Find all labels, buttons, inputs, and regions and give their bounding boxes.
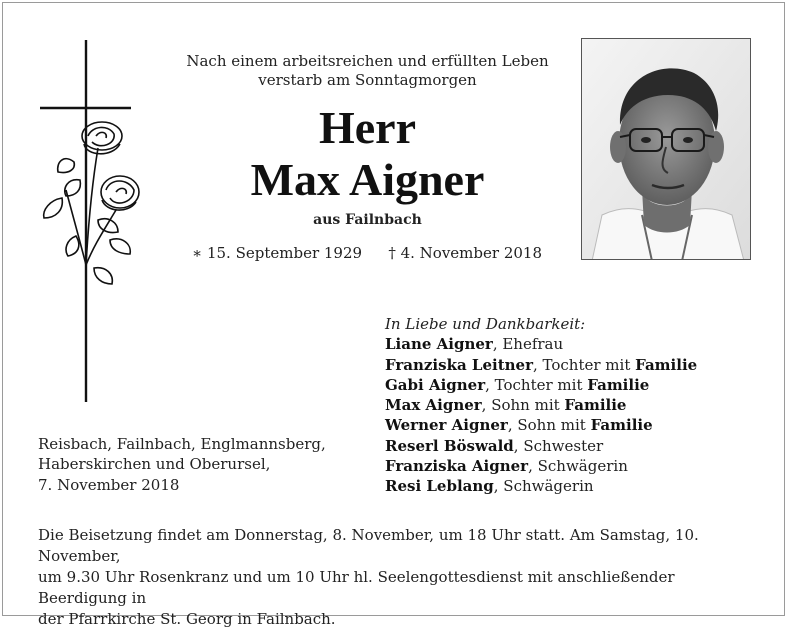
- portrait-photo-icon: [582, 39, 751, 260]
- mourners-heading: In Liebe und Dankbarkeit:: [385, 315, 586, 333]
- life-dates: [192, 244, 542, 262]
- deceased-title: [180, 102, 555, 206]
- mourner-relation: , Schwester: [513, 436, 604, 455]
- funeral-line: Die Beisetzung findet am Donnerstag, 8. November, um 18 Uhr statt. Am Samstag, 10. November,: [38, 526, 699, 565]
- origin-text: aus Failnbach: [313, 212, 422, 228]
- mourner-family: Familie: [564, 396, 627, 415]
- mourner-name: Liane Aigner: [385, 335, 493, 354]
- mourner-relation: , Ehefrau: [492, 335, 564, 354]
- mourner-name: Max Aigner: [385, 396, 482, 415]
- list-item: [385, 415, 735, 435]
- place-and-date: [38, 434, 358, 495]
- deceased-name: Max Aigner: [250, 154, 485, 205]
- notice-date: 7. November 2018: [38, 475, 180, 494]
- list-item: [385, 395, 735, 415]
- list-item: [385, 476, 735, 496]
- mourners-list: [385, 314, 735, 497]
- funeral-line: um 9.30 Uhr Rosenkranz und um 10 Uhr hl. Seelengottesdienst mit anschließender Beerdigung in: [38, 568, 675, 607]
- list-item: [385, 456, 735, 476]
- mourner-name: Gabi Aigner: [385, 375, 486, 394]
- place-line: Reisbach, Failnbach, Englmannsberg,: [38, 435, 326, 453]
- mourner-relation: , Tochter mit: [485, 375, 588, 394]
- cross-with-roses-icon: [36, 40, 146, 402]
- mourner-relation: , Schwägerin: [528, 457, 628, 476]
- intro-line: Nach einem arbeitsreichen und erfüllten Leben: [186, 52, 549, 70]
- mourner-name: Resi Leblang: [385, 477, 494, 496]
- mourner-name: Werner Aigner: [385, 416, 508, 435]
- intro-line: verstarb am Sonntagmorgen: [258, 71, 477, 89]
- mourner-relation: , Tochter mit: [532, 355, 636, 374]
- mourner-name: Reserl Böswald: [385, 436, 514, 455]
- mourner-name: Franziska Aigner: [385, 457, 529, 476]
- mourner-relation: , Sohn mit: [481, 396, 565, 415]
- mourner-name: Franziska Leitner: [385, 355, 533, 374]
- list-item: [385, 355, 735, 375]
- list-item: [385, 375, 735, 395]
- salutation: Herr: [318, 102, 417, 153]
- funeral-line: der Pfarrkirche St. Georg in Failnbach.: [38, 610, 336, 628]
- death-date: † 4. November 2018: [388, 244, 542, 262]
- list-item: [385, 436, 735, 456]
- portrait-photo: [581, 38, 751, 260]
- mourner-family: Familie: [590, 416, 653, 435]
- mourner-family: Familie: [635, 355, 698, 374]
- place-line: Haberskirchen und Oberursel,: [38, 455, 271, 474]
- mourner-relation: , Schwägerin: [493, 477, 594, 496]
- mourner-family: Familie: [587, 375, 650, 394]
- intro-text: [180, 52, 555, 90]
- birth-date: ∗ 15. September 1929: [192, 244, 363, 262]
- list-item: [385, 334, 735, 354]
- mourner-relation: , Sohn mit: [507, 416, 591, 435]
- funeral-notice: [38, 525, 758, 630]
